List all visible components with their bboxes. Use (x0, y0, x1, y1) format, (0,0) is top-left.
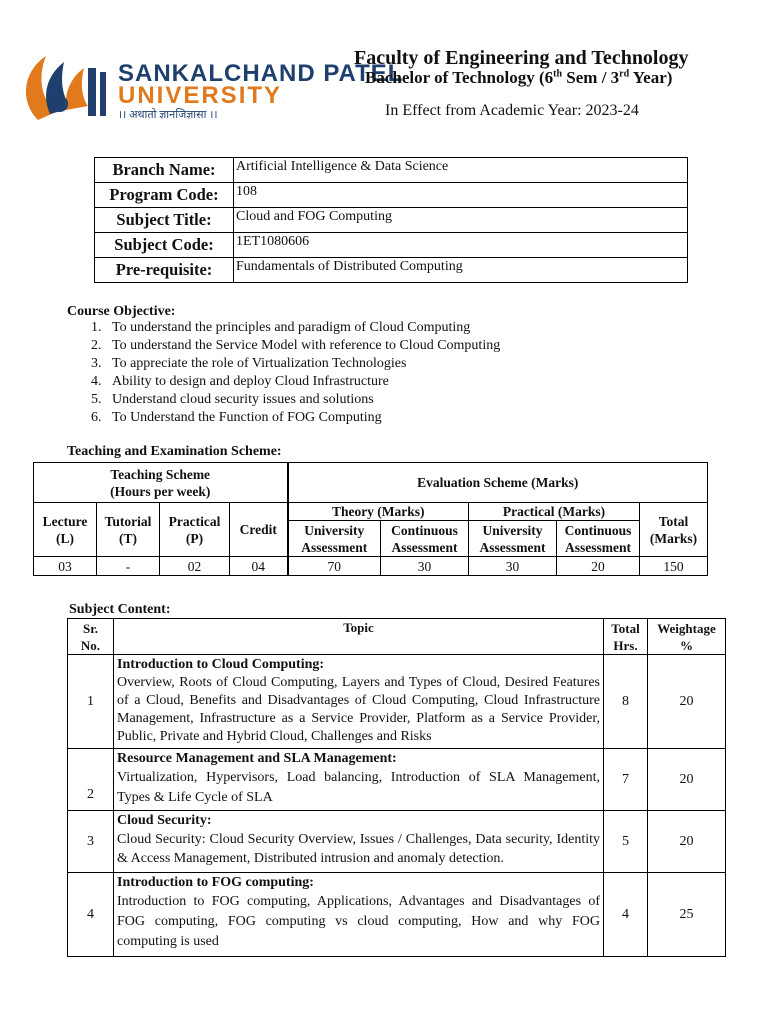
total-value: 150 (640, 557, 708, 576)
row-topic (114, 811, 604, 873)
program-title: Bachelor of Technology (6th Sem / 3rd Year) (365, 68, 673, 87)
row-sr: 2 (68, 749, 114, 811)
objective-item: 5. Understand cloud security issues and solutions (91, 392, 374, 407)
practical-value: 02 (160, 557, 230, 576)
course-objective-list (91, 319, 500, 427)
practical-ua-value: 30 (469, 557, 557, 576)
info-row-subject-code (95, 233, 688, 258)
row-topic (114, 749, 604, 811)
scheme-heading: Teaching and Examination Scheme: (67, 444, 282, 459)
row-weightage: 20 (648, 811, 726, 873)
faculty-title: Faculty of Engineering and Technology (354, 47, 689, 69)
theory-university-assessment-header: University Assessment (288, 521, 381, 557)
row-sr: 3 (68, 811, 114, 873)
practical-marks-header: Practical (Marks) (469, 503, 640, 521)
subject-info-table (94, 157, 688, 283)
row-hours: 5 (604, 811, 648, 873)
topic-body: Introduction to FOG computing, Applications, Advantages and Disadvantages of FOG computing, FOG computing vs cloud computing, How and why FOG computing is used (117, 894, 600, 949)
topic-body: Virtualization, Hypervisors, Load balancing, Introduction of SLA Management, Types & Life Cycle of SLA (117, 770, 600, 805)
info-row-branch (95, 158, 688, 183)
lecture-value: 03 (34, 557, 97, 576)
sr-no-header: Sr. No. (68, 619, 114, 655)
university-name-line2: UNIVERSITY (118, 82, 283, 109)
info-row-subject-title (95, 208, 688, 233)
theory-marks-header: Theory (Marks) (288, 503, 469, 521)
objective-item: 3. To appreciate the role of Virtualization Technologies (91, 356, 407, 371)
total-marks-header: Total (Marks) (640, 503, 708, 557)
credit-value: 04 (230, 557, 288, 576)
subject-code-value: 1ET1080606 (234, 233, 688, 258)
objective-item: 1. To understand the principles and paradigm of Cloud Computing (91, 320, 471, 335)
row-hours: 8 (604, 655, 648, 749)
row-weightage: 25 (648, 873, 726, 957)
table-row (68, 749, 726, 811)
objective-item: 2. To understand the Service Model with reference to Cloud Computing (91, 338, 501, 353)
topic-title: Resource Management and SLA Management: (117, 751, 397, 766)
info-row-prerequisite (95, 258, 688, 283)
topic-body: Cloud Security: Cloud Security Overview, Issues / Challenges, Data security, Identity & Access Management, Distributed intrusion and anomaly detection. (117, 832, 600, 866)
university-name-line1: SANKALCHAND PATEL (118, 60, 404, 87)
row-weightage: 20 (648, 749, 726, 811)
practical-university-assessment-header: University Assessment (469, 521, 557, 557)
subject-code-label: Subject Code: (95, 233, 234, 258)
table-row (68, 811, 726, 873)
course-objective-heading: Course Objective: (67, 304, 176, 319)
total-hrs-header: Total Hrs. (604, 619, 648, 655)
program-code-label: Program Code: (95, 183, 234, 208)
credit-header: Credit (230, 503, 288, 557)
subject-content-heading: Subject Content: (69, 602, 171, 617)
lecture-header: Lecture (L) (34, 503, 97, 557)
table-row (68, 655, 726, 749)
tutorial-header: Tutorial (T) (97, 503, 160, 557)
academic-year: In Effect from Academic Year: 2023-24 (385, 102, 639, 119)
scheme-values-row (34, 557, 708, 576)
topic-header: Topic (114, 619, 604, 655)
objective-item: 4. Ability to design and deploy Cloud Infrastructure (91, 374, 389, 389)
theory-continuous-assessment-header: Continuous Assessment (381, 521, 469, 557)
program-code-value: 108 (234, 183, 688, 208)
teaching-scheme-header: Teaching Scheme (Hours per week) (34, 463, 288, 503)
subject-content-table (67, 618, 726, 957)
topic-title: Introduction to Cloud Computing: (117, 657, 325, 672)
tutorial-value: - (97, 557, 160, 576)
practical-header: Practical (P) (160, 503, 230, 557)
row-weightage: 20 (648, 655, 726, 749)
prerequisite-label: Pre-requisite: (95, 258, 234, 283)
prerequisite-value: Fundamentals of Distributed Computing (234, 258, 688, 283)
subject-title-label: Subject Title: (95, 208, 234, 233)
table-row (68, 873, 726, 957)
practical-continuous-assessment-header: Continuous Assessment (557, 521, 640, 557)
theory-ca-value: 30 (381, 557, 469, 576)
theory-ua-value: 70 (288, 557, 381, 576)
row-sr: 1 (68, 655, 114, 749)
row-topic (114, 655, 604, 749)
scheme-table (33, 462, 708, 576)
row-sr: 4 (68, 873, 114, 957)
topic-title: Introduction to FOG computing: (117, 875, 314, 890)
topic-title: Cloud Security: (117, 813, 212, 828)
weightage-header: Weightage % (648, 619, 726, 655)
university-motto: ।। अथातो ज्ञानजिज्ञासा ।। (118, 109, 218, 121)
evaluation-scheme-header: Evaluation Scheme (Marks) (288, 463, 708, 503)
branch-label: Branch Name: (95, 158, 234, 183)
row-hours: 4 (604, 873, 648, 957)
objective-item: 6. To Understand the Function of FOG Computing (91, 410, 382, 425)
row-topic (114, 873, 604, 957)
branch-value: Artificial Intelligence & Data Science (234, 158, 688, 183)
topic-body: Overview, Roots of Cloud Computing, Layers and Types of Cloud, Desired Features of a Cloud, Benefits and Disadvantages of Cloud Computing, Cloud Infrastructure Management, Infrastructure as a Service Provider, Platform as a Service Provider, Public, Private and Hybrid Cloud, Challenges and Risks (117, 675, 600, 744)
practical-ca-value: 20 (557, 557, 640, 576)
info-row-program-code (95, 183, 688, 208)
subject-title-value: Cloud and FOG Computing (234, 208, 688, 233)
row-hours: 7 (604, 749, 648, 811)
